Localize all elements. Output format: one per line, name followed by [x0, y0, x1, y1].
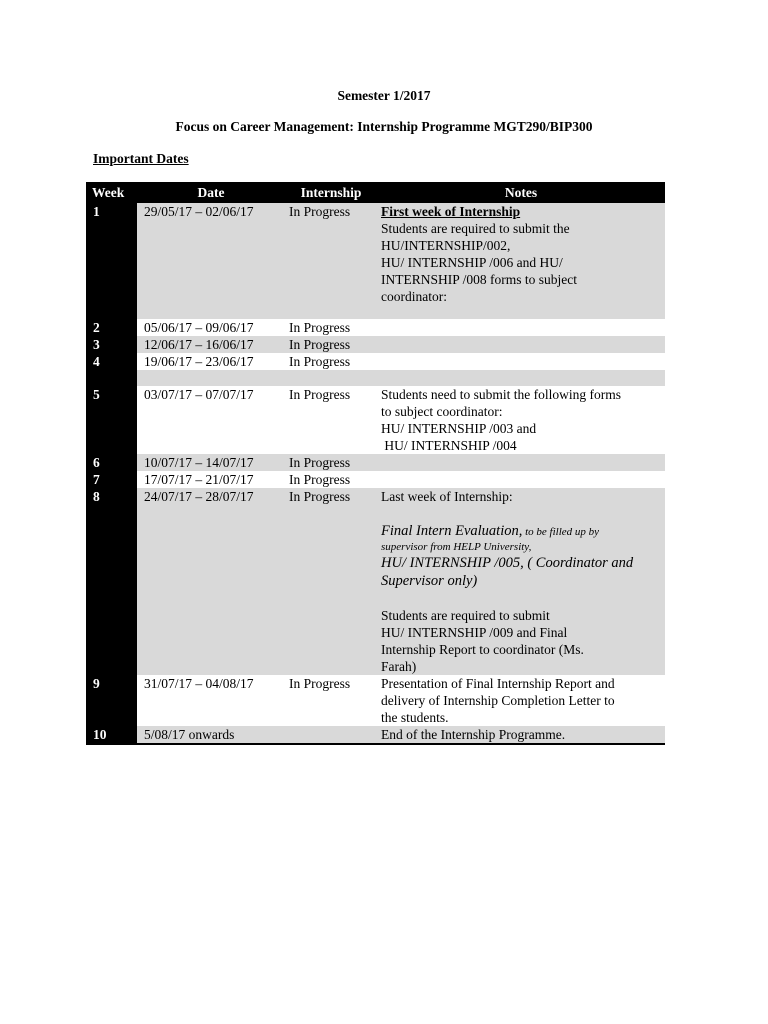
notes-cell: [377, 488, 665, 675]
note-line: Internship Report to coordinator (Ms.: [381, 642, 584, 657]
note-line: Farah): [381, 659, 417, 674]
internship-status-cell: In Progress: [289, 320, 351, 335]
note-eval-main: Final Intern Evaluation,: [381, 523, 523, 539]
week-cell: 5: [86, 386, 137, 454]
table-row-week-4: [86, 353, 665, 370]
column-header-notes: Notes: [377, 182, 665, 203]
date-cell: 17/07/17 – 21/07/17: [144, 472, 254, 487]
date-cell: 29/05/17 – 02/06/17: [137, 203, 285, 319]
notes-cell: [377, 454, 665, 471]
notes-cell: [377, 471, 665, 488]
table-header-row: [86, 182, 665, 203]
note-line: Students are required to submit: [381, 608, 550, 623]
note-line: HU/ INTERNSHIP /009 and Final: [381, 625, 568, 640]
notes-cell: [377, 386, 665, 454]
date-cell: 03/07/17 – 07/07/17: [144, 387, 254, 402]
note-spacer: [381, 590, 661, 607]
semester-title: Semester 1/2017: [337, 88, 431, 103]
table-row-spacer: [86, 370, 665, 386]
note-line: HU/ INTERNSHIP /003 and: [381, 421, 537, 436]
note-line: coordinator:: [381, 289, 447, 304]
date-cell: 10/07/17 – 14/07/17: [137, 454, 285, 471]
week-cell: [86, 370, 137, 386]
note-line: Presentation of Final Internship Report and: [381, 676, 615, 691]
column-header-week: Week: [86, 182, 137, 203]
notes-cell: [377, 319, 665, 336]
week-cell: 9: [86, 675, 137, 726]
note-line: HU/ INTERNSHIP /004: [381, 438, 517, 453]
note-spacer: [381, 505, 661, 522]
week-cell: 4: [86, 353, 137, 370]
notes-cell: [377, 203, 665, 319]
internship-status-cell: In Progress: [285, 488, 377, 675]
table-row-week-7: [86, 471, 665, 488]
table-row-week-10: [86, 726, 665, 743]
note-eval-small: to be filled up by: [522, 526, 600, 538]
date-cell: 19/06/17 – 23/06/17: [144, 354, 254, 369]
date-cell: 5/08/17 onwards: [137, 726, 285, 743]
week-cell: 7: [86, 471, 137, 488]
date-cell: [137, 370, 285, 386]
note-line: INTERNSHIP /008 forms to subject: [381, 272, 577, 287]
week-cell: 1: [86, 203, 137, 319]
table-row-week-6: [86, 454, 665, 471]
table-row-week-5: [86, 386, 665, 454]
internship-status-cell: In Progress: [285, 336, 377, 353]
table-row-week-2: [86, 319, 665, 336]
column-header-date: Date: [137, 182, 285, 203]
note-intro: Last week of Internship:: [381, 489, 513, 504]
week-cell: 2: [86, 319, 137, 336]
note-line: Students are required to submit the: [381, 221, 570, 236]
date-cell: 12/06/17 – 16/06/17: [137, 336, 285, 353]
week-cell: 3: [86, 336, 137, 353]
note-eval-form-2: Supervisor only): [381, 573, 478, 589]
note-line: End of the Internship Programme.: [381, 727, 566, 742]
note-eval-form: HU/ INTERNSHIP /005, ( Coordinator and: [381, 555, 634, 571]
notes-cell: [377, 370, 665, 386]
note-line: HU/INTERNSHIP/002,: [381, 238, 511, 253]
important-dates-heading: Important Dates: [93, 151, 189, 166]
notes-cell: [377, 726, 665, 743]
course-title: Focus on Career Management: Internship Programme MGT290/BIP300: [175, 119, 593, 134]
note-line: Students need to submit the following forms: [381, 387, 621, 402]
note-eval-small-2: supervisor from HELP University,: [381, 541, 532, 553]
column-header-internship: Internship: [285, 182, 377, 203]
table-row-week-1: [86, 203, 665, 319]
notes-cell: [377, 675, 665, 726]
important-dates-table: [86, 182, 665, 745]
internship-status-cell: In Progress: [285, 203, 377, 319]
date-cell: 31/07/17 – 04/08/17: [144, 676, 254, 691]
internship-status-cell: In Progress: [289, 472, 351, 487]
internship-status-cell: [285, 370, 377, 386]
internship-status-cell: In Progress: [289, 354, 351, 369]
notes-cell: [377, 336, 665, 353]
date-cell: 24/07/17 – 28/07/17: [137, 488, 285, 675]
internship-status-cell: [285, 726, 377, 743]
table-row-week-9: [86, 675, 665, 726]
table-row-week-8: [86, 488, 665, 675]
week-cell: 6: [86, 454, 137, 471]
note-line: HU/ INTERNSHIP /006 and HU/: [381, 255, 563, 270]
internship-status-cell: In Progress: [289, 387, 351, 402]
table-row-week-3: [86, 336, 665, 353]
note-evaluation: [381, 522, 661, 541]
notes-cell: [377, 353, 665, 370]
week-cell: 10: [86, 726, 137, 743]
internship-status-cell: In Progress: [285, 454, 377, 471]
note-line: the students.: [381, 710, 449, 725]
internship-status-cell: In Progress: [289, 676, 351, 691]
week-cell: 8: [86, 488, 137, 675]
date-cell: 05/06/17 – 09/06/17: [144, 320, 254, 335]
note-line: to subject coordinator:: [381, 404, 503, 419]
note-line: delivery of Internship Completion Letter to: [381, 693, 615, 708]
note-title: First week of Internship: [381, 204, 521, 219]
